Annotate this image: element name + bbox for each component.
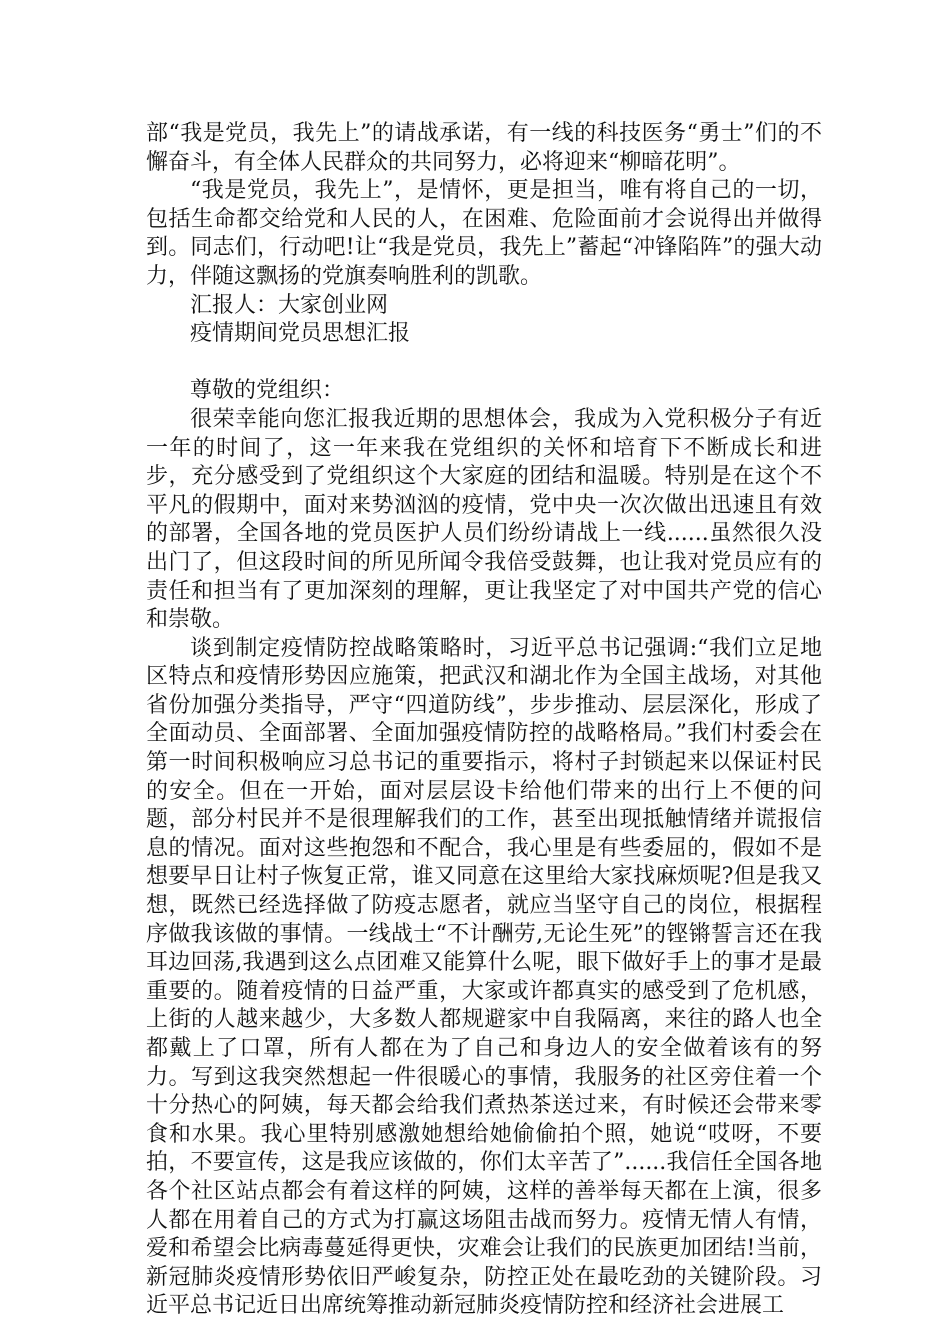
paragraph-continuation: 部“我是党员，我先上”的请战承诺，有一线的科技医务“勇士”们的不懈奋斗，有全体人民群众的共同努力，必将迎来“柳暗花明”。 [146, 121, 822, 175]
salutation: 尊敬的党组织： [190, 378, 345, 404]
blank-line [146, 349, 822, 378]
paragraph-intro: 很荣幸能向您汇报我近期的思想体会，我成为入党积极分子有近一年的时间了，这一年来我在党组织的关怀和培育下不断成长和进步，充分感受到了党组织这个大家庭的团结和温暖。特别是在这个不平凡的假期中，面对来势汹汹的疫情，党中央一次次做出迅速且有效的部署，全国各地的党员医护人员们纷纷请战上一线......虽然很久没出门了，但这段时间的所见所闻令我倍受鼓舞，也让我对党员应有的责任和担当有了更加深刻的理解，更让我坚定了对中国共产党的信心和崇敬。 [146, 406, 822, 633]
paragraph-closing: “我是党员，我先上”，是情怀，更是担当，唯有将自己的一切，包括生命都交给党和人民的人，在困难、危险面前才会说得出并做得到。同志们，行动吧!让“我是党员，我先上”蓄起“冲锋陷阵”的强大动力，伴随这飘扬的党旗奏响胜利的凯歌。 [146, 178, 822, 289]
report-title: 疫情期间党员思想汇报 [190, 321, 411, 347]
reporter-line: 汇报人：大家创业网 [190, 292, 389, 318]
document-body [146, 120, 822, 1321]
paragraph-main: 谈到制定疫情防控战略策略时，习近平总书记强调:“我们立足地区特点和疫情形势因应施策，把武汉和湖北作为全国主战场，对其他省份加强分类指导，严守“四道防线”，步步推动、层层深化，形成了全面动员、全面部署、全面加强疫情防控的战略格局。”我们村委会在第一时间积极响应习总书记的重要指示，将村子封锁起来以保证村民的安全。但在一开始，面对层层设卡给他们带来的出行上不便的问题，部分村民并不是很理解我们的工作，甚至出现抵触情绪并谎报信息的情况。面对这些抱怨和不配合，我心里是有些委屈的，假如不是想要早日让村子恢复正常，谁又同意在这里给大家找麻烦呢?但是我又想，既然已经选择做了防疫志愿者，就应当坚守自己的岗位，根据程序做我该做的事情。一线战士“不计酬劳,无论生死”的铿锵誓言还在我耳边回荡,我遇到这么点团难又能算什么呢，眼下做好手上的事才是最重要的。随着疫情的日益严重，大家或许都真实的感受到了危机感，上街的人越来越少，大多数人都规避家中自我隔离，来往的路人也全都戴上了口罩，所有人都在为了自己和身边人的安全做着该有的努力。写到这我突然想起一件很暖心的事情，我服务的社区旁住着一个十分热心的阿姨，每天都会给我们煮热茶送过来，有时候还会带来零食和水果。我心里特别感激她想给她偷偷拍个照，她说“哎呀，不要拍，不要宣传，这是我应该做的，你们太辛苦了”......我信任全国各地各个社区站点都会有着这样的阿姨，这样的善举每天都在上演，很多人都在用着自己的方式为打赢这场阻击战而努力。疫情无情人有情，爱和希望会比病毒蔓延得更快，灾难会让我们的民族更加团结!当前，新冠肺炎疫情形势依旧严峻复杂，防控正处在最吃劲的关键阶段。习近平总书记近日出席统筹推动新冠肺炎疫情防控和经济社会进展工 [146, 635, 822, 1319]
